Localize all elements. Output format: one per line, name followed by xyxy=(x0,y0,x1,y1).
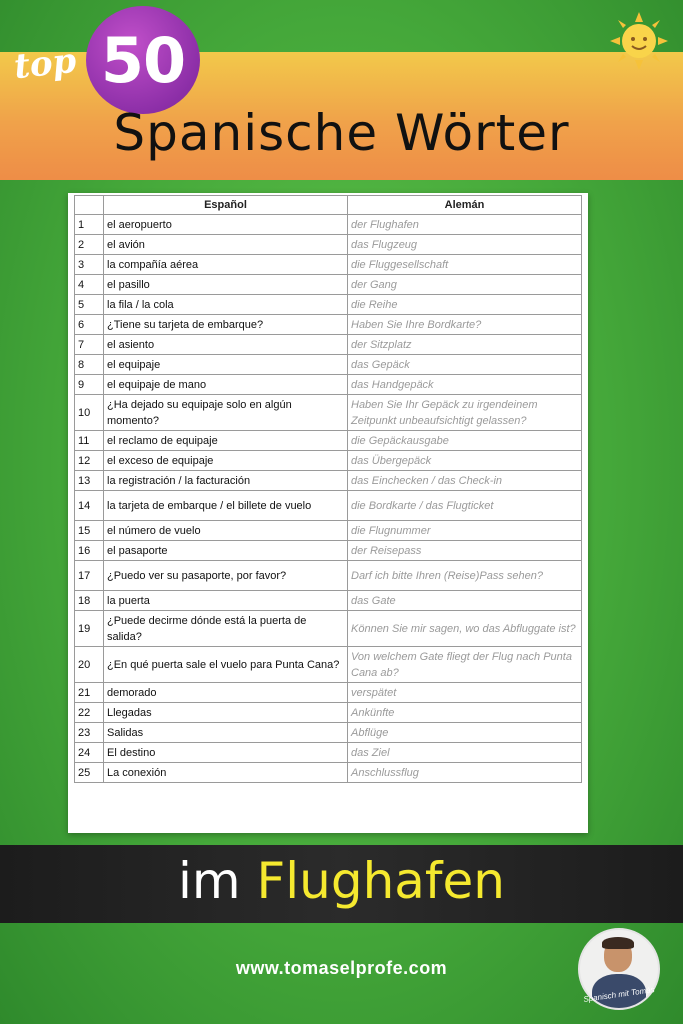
table-row xyxy=(75,395,582,431)
spanish-term: ¿Puedo ver su pasaporte, por favor? xyxy=(104,561,348,591)
german-term: die Flugnummer xyxy=(348,521,582,541)
row-number: 20 xyxy=(75,647,104,683)
german-term: die Fluggesellschaft xyxy=(348,255,582,275)
number-label: 50 xyxy=(100,23,186,97)
spanish-term: el equipaje xyxy=(104,355,348,375)
row-number: 18 xyxy=(75,591,104,611)
spanish-term: el avión xyxy=(104,235,348,255)
table-row xyxy=(75,763,582,783)
row-number: 3 xyxy=(75,255,104,275)
table-row xyxy=(75,375,582,395)
top-label: top xyxy=(12,40,79,88)
page-title: Spanische Wörter xyxy=(113,104,570,162)
german-term: das Ziel xyxy=(348,743,582,763)
german-term: Können Sie mir sagen, wo das Abfluggate ist? xyxy=(348,611,582,647)
spanish-term: demorado xyxy=(104,683,348,703)
german-term: der Gang xyxy=(348,275,582,295)
table-row xyxy=(75,255,582,275)
table-row xyxy=(75,703,582,723)
spanish-term: el pasillo xyxy=(104,275,348,295)
spanish-term: ¿Puede decirme dónde está la puerta de salida? xyxy=(104,611,348,647)
row-number: 7 xyxy=(75,335,104,355)
spanish-term: la tarjeta de embarque / el billete de vuelo xyxy=(104,491,348,521)
row-number: 17 xyxy=(75,561,104,591)
row-number: 2 xyxy=(75,235,104,255)
row-number: 11 xyxy=(75,431,104,451)
table-header-row xyxy=(75,196,582,215)
row-number: 21 xyxy=(75,683,104,703)
german-term: verspätet xyxy=(348,683,582,703)
website-url: www.tomaselprofe.com xyxy=(235,958,448,978)
row-number: 14 xyxy=(75,491,104,521)
spanish-term: El destino xyxy=(104,743,348,763)
table-row xyxy=(75,591,582,611)
row-number: 22 xyxy=(75,703,104,723)
spanish-term: el pasaporte xyxy=(104,541,348,561)
row-number: 9 xyxy=(75,375,104,395)
row-number: 19 xyxy=(75,611,104,647)
table-row xyxy=(75,491,582,521)
german-term: Ankünfte xyxy=(348,703,582,723)
table-row xyxy=(75,431,582,451)
german-term: Anschlussflug xyxy=(348,763,582,783)
spanish-term: ¿Ha dejado su equipaje solo en algún momento? xyxy=(104,395,348,431)
header-num xyxy=(75,196,104,215)
table-row xyxy=(75,275,582,295)
german-term: das Einchecken / das Check-in xyxy=(348,471,582,491)
spanish-term: el reclamo de equipaje xyxy=(104,431,348,451)
row-number: 16 xyxy=(75,541,104,561)
german-term: das Flugzeug xyxy=(348,235,582,255)
spanish-term: la compañía aérea xyxy=(104,255,348,275)
table-row xyxy=(75,723,582,743)
german-term: Haben Sie Ihr Gepäck zu irgendeinem Zeitpunkt unbeaufsichtigt gelassen? xyxy=(348,395,582,431)
table-row xyxy=(75,295,582,315)
spanish-term: Salidas xyxy=(104,723,348,743)
vocabulary-table xyxy=(74,195,582,783)
bottom-title-part1: im xyxy=(178,852,241,910)
table-row xyxy=(75,683,582,703)
table-row xyxy=(75,235,582,255)
spanish-term: el aeropuerto xyxy=(104,215,348,235)
table-row xyxy=(75,647,582,683)
spanish-term: el equipaje de mano xyxy=(104,375,348,395)
spanish-term: ¿En qué puerta sale el vuelo para Punta Cana? xyxy=(104,647,348,683)
table-row xyxy=(75,471,582,491)
spanish-term: el exceso de equipaje xyxy=(104,451,348,471)
german-term: Abflüge xyxy=(348,723,582,743)
german-term: die Reihe xyxy=(348,295,582,315)
row-number: 4 xyxy=(75,275,104,295)
row-number: 5 xyxy=(75,295,104,315)
table-row xyxy=(75,451,582,471)
row-number: 8 xyxy=(75,355,104,375)
row-number: 10 xyxy=(75,395,104,431)
german-term: Haben Sie Ihre Bordkarte? xyxy=(348,315,582,335)
german-term: Darf ich bitte Ihren (Reise)Pass sehen? xyxy=(348,561,582,591)
german-term: Von welchem Gate fliegt der Flug nach Punta Cana ab? xyxy=(348,647,582,683)
german-term: das Handgepäck xyxy=(348,375,582,395)
header-german: Alemán xyxy=(348,196,582,215)
table-row xyxy=(75,315,582,335)
avatar-label: Spanisch mit Tomás xyxy=(582,985,656,1004)
table-row xyxy=(75,215,582,235)
spanish-term: el asiento xyxy=(104,335,348,355)
german-term: das Gate xyxy=(348,591,582,611)
row-number: 24 xyxy=(75,743,104,763)
german-term: das Übergepäck xyxy=(348,451,582,471)
row-number: 25 xyxy=(75,763,104,783)
german-term: das Gepäck xyxy=(348,355,582,375)
bottom-title-part2: Flughafen xyxy=(256,852,505,910)
spanish-term: La conexión xyxy=(104,763,348,783)
avatar-hair xyxy=(602,937,634,949)
row-number: 6 xyxy=(75,315,104,335)
spanish-term: la registración / la facturación xyxy=(104,471,348,491)
spanish-term: la fila / la cola xyxy=(104,295,348,315)
german-term: die Gepäckausgabe xyxy=(348,431,582,451)
spanish-term: ¿Tiene su tarjeta de embarque? xyxy=(104,315,348,335)
german-term: der Sitzplatz xyxy=(348,335,582,355)
row-number: 13 xyxy=(75,471,104,491)
spanish-term: el número de vuelo xyxy=(104,521,348,541)
table-row xyxy=(75,541,582,561)
row-number: 23 xyxy=(75,723,104,743)
table-body xyxy=(75,215,582,783)
spanish-term: Llegadas xyxy=(104,703,348,723)
german-term: der Reisepass xyxy=(348,541,582,561)
table-row xyxy=(75,561,582,591)
table-row xyxy=(75,335,582,355)
row-number: 12 xyxy=(75,451,104,471)
vocabulary-table-card xyxy=(68,193,588,833)
german-term: die Bordkarte / das Flugticket xyxy=(348,491,582,521)
table-row xyxy=(75,521,582,541)
table-row xyxy=(75,355,582,375)
table-row xyxy=(75,743,582,763)
sun-icon xyxy=(610,12,668,70)
number-badge xyxy=(86,6,200,114)
bottom-title xyxy=(0,852,683,910)
row-number: 1 xyxy=(75,215,104,235)
spanish-term: la puerta xyxy=(104,591,348,611)
german-term: der Flughafen xyxy=(348,215,582,235)
row-number: 15 xyxy=(75,521,104,541)
header-spanish: Español xyxy=(104,196,348,215)
table-row xyxy=(75,611,582,647)
